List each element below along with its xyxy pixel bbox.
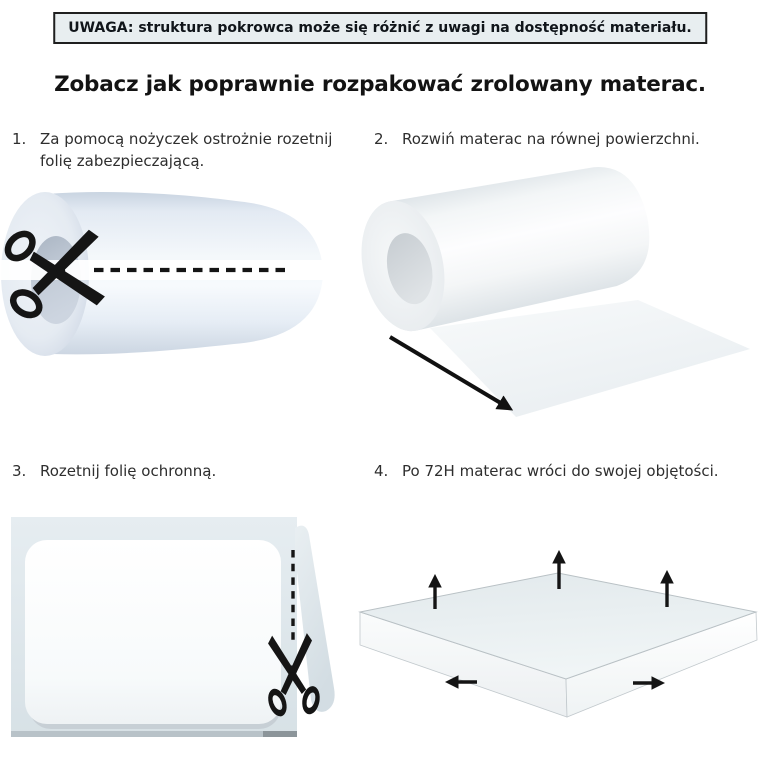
step-caption-2 bbox=[374, 129, 760, 151]
step-caption-4 bbox=[374, 461, 760, 483]
illustration-step-2 bbox=[360, 165, 760, 427]
step-caption-1 bbox=[12, 129, 352, 173]
illustration-step-3 bbox=[3, 512, 339, 757]
notice-banner bbox=[53, 12, 707, 44]
step-number: 1. bbox=[12, 130, 27, 148]
step-number: 4. bbox=[374, 462, 389, 480]
page-title: Zobacz jak poprawnie rozpakować zrolowany materac. bbox=[54, 72, 706, 98]
illustration-step-1 bbox=[0, 188, 332, 368]
flat-mattress bbox=[25, 540, 281, 724]
step-text: Za pomocą nożyczek ostrożnie rozetnij folię zabezpieczającą. bbox=[40, 130, 333, 170]
step-text: Rozetnij folię ochronną. bbox=[40, 462, 217, 480]
notice-text: UWAGA: struktura pokrowca może się różnić z uwagi na dostępność materiału. bbox=[68, 20, 692, 36]
unrolled-sheet bbox=[430, 300, 750, 417]
step-number: 2. bbox=[374, 130, 389, 148]
step-caption-3 bbox=[12, 461, 352, 483]
film-bottom-shade-dark bbox=[263, 731, 297, 737]
film-bottom-shade bbox=[11, 731, 297, 737]
illustration-step-4 bbox=[358, 543, 760, 758]
step-text: Po 72H materac wróci do swojej objętości. bbox=[402, 462, 719, 480]
step-text: Rozwiń materac na równej powierzchni. bbox=[402, 130, 700, 148]
step-number: 3. bbox=[12, 462, 27, 480]
